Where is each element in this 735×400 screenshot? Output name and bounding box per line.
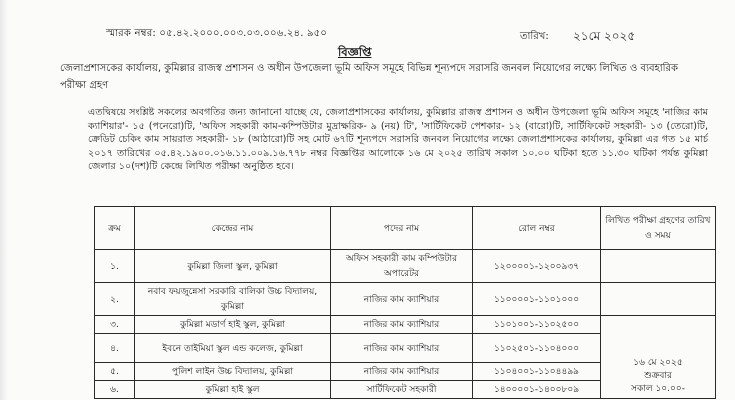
row-post: নাজির কাম ক্যাশিয়ার	[331, 334, 473, 363]
row-center: কুমিল্লা হাই স্কুল	[135, 381, 331, 399]
row-post: নাজির কাম ক্যাশিয়ার	[331, 283, 473, 316]
row-roll: ১৪০০০০১-১৪০০৮০৯	[473, 381, 601, 399]
exam-date-time-cell	[601, 316, 716, 399]
header-serial: ক্রম	[95, 207, 135, 250]
row-post: অফিস সহকারী কাম কম্পিউটার অপারেটর	[331, 250, 473, 283]
date-label: তারিখ:	[520, 31, 549, 42]
row-serial: ২.	[95, 283, 135, 316]
row-serial: ১.	[95, 250, 135, 283]
row-serial: ৬.	[95, 381, 135, 399]
notice-subject: জেলাপ্রশাসকের কার্যালয়, কুমিল্লার রাজস্ব প্রশাসন ও অধীন উপজেলা ভূমি অফিস সমূহে বিভিন্ন শূন্যপদে সরাসরি জনবল নিয়োগের লক্ষ্যে লিখিত ও ব্যবহারিক পরীক্ষা গ্রহণ	[60, 63, 679, 91]
exam-day: শুক্রবার	[644, 371, 672, 381]
table-row	[95, 316, 716, 334]
row-post: নাজির কাম ক্যাশিয়ার	[331, 363, 473, 381]
row-serial: ৩.	[95, 316, 135, 334]
exam-date: ১৬ মে ২০২৫	[633, 358, 683, 368]
row-exam-time-empty	[601, 250, 716, 283]
header-roll-number: রোল নম্বর	[473, 207, 601, 250]
row-center: কুমিল্লা জিলা স্কুল, কুমিল্লা	[135, 250, 331, 283]
row-post: নাজির কাম ক্যাশিয়ার	[331, 316, 473, 334]
row-center: কুমিল্লা মডার্ণ হাই স্কুল, কুমিল্লা	[135, 316, 331, 334]
notice-body: এতদ্বিষয়ে সংশ্লিষ্ট সকলের অবগতির জন্য জানানো যাচ্ছে যে, জেলাপ্রশাসকের কার্যালয়, কুমিল্লার রাজস্ব প্রশাসন ও অধীন উপজেলা ভূমি অফিস সমূহে 'নাজির কাম ক্যাশিয়ার'- ১৫ (পনেরো)টি, 'অফিস সহকারী কাম-কম্পিউটার মুদ্রাক্ষরিক- ৯ (নয়) টি', 'সার্টিফিকেট পেশকার- ১২ (বারো)টি, সার্টিফিকেট সহকারী- ১৩ (তেরো)টি, ক্রেডিট চেকিং কাম সায়রাত সহকারী- ১৮ (আঠারো)টি সহ মোট ৬৭টি শূন্যপদে সরাসরি জনবল নিয়োগের লক্ষ্যে জেলাপ্রশাসকের কার্যালয়, কুমিল্লা এর গত ১৫ মার্চ ২০১৭ তারিখের ০৫.৪২.১৯০০.০১৬.১১.০০৯.১৬.৭৭৮ নম্বর বিজ্ঞপ্তির আলোকে ১৬ মে ২০২৫ তারিখ সকাল ১০.০০ ঘটিকা হতে ১১.৩০ ঘটিকা পর্যন্ত কুমিল্লা জেলার ১০(দশ)টি কেন্দ্রে লিখিত পরীক্ষা অনুষ্ঠিত হবে।	[88, 107, 709, 172]
exam-center-table	[94, 206, 716, 399]
header-exam-date-time: লিখিত পরীক্ষা গ্রহণের তারিখ ও সময়	[601, 207, 716, 250]
header-post-name: পদের নাম	[331, 207, 473, 250]
row-center: নবাব ফয়জুন্নেসা সরকারি বালিকা উচ্চ বিদ্যালয়, কুমিল্লা	[135, 283, 331, 316]
memo-number: স্মারক নম্বর: ০৫.৪২.২০০০.০০৩.০৩.০০৬.২৪. ৯৫০	[106, 28, 328, 39]
row-center: পুলিশ লাইন উচ্চ বিদ্যালয়, কুমিল্লা	[135, 363, 331, 381]
table-row	[95, 250, 716, 283]
exam-time: সকাল ১০.০০-	[631, 384, 685, 394]
row-exam-time-empty	[601, 283, 716, 316]
row-post: সার্টিফিকেট সহকারী	[331, 381, 473, 399]
date-value: ২১মে ২০২৫	[573, 29, 636, 43]
row-serial: ৫.	[95, 363, 135, 381]
row-center: ইবনে তাইমিয়া স্কুল এন্ড কলেজ, কুমিল্লা	[135, 334, 331, 363]
notice-title: বিজ্ঞপ্তি	[338, 45, 372, 59]
page-edge-shadow	[0, 0, 8, 400]
header-center-name: কেন্দ্রের নাম	[135, 207, 331, 250]
row-roll: ১১০২৫০১-১১০৪০০০	[473, 334, 601, 363]
table-row	[95, 283, 716, 316]
row-roll: ১১০০০০১-১১০১০০০	[473, 283, 601, 316]
table-header-row	[95, 207, 716, 250]
row-roll: ১১০১০০১-১১০২৫০০	[473, 316, 601, 334]
row-roll: ১২০০০০১-১২০০৯৩৭	[473, 250, 601, 283]
row-serial: ৪.	[95, 334, 135, 363]
row-roll: ১১০৪০০১-১১০৪৪৯৯	[473, 363, 601, 381]
